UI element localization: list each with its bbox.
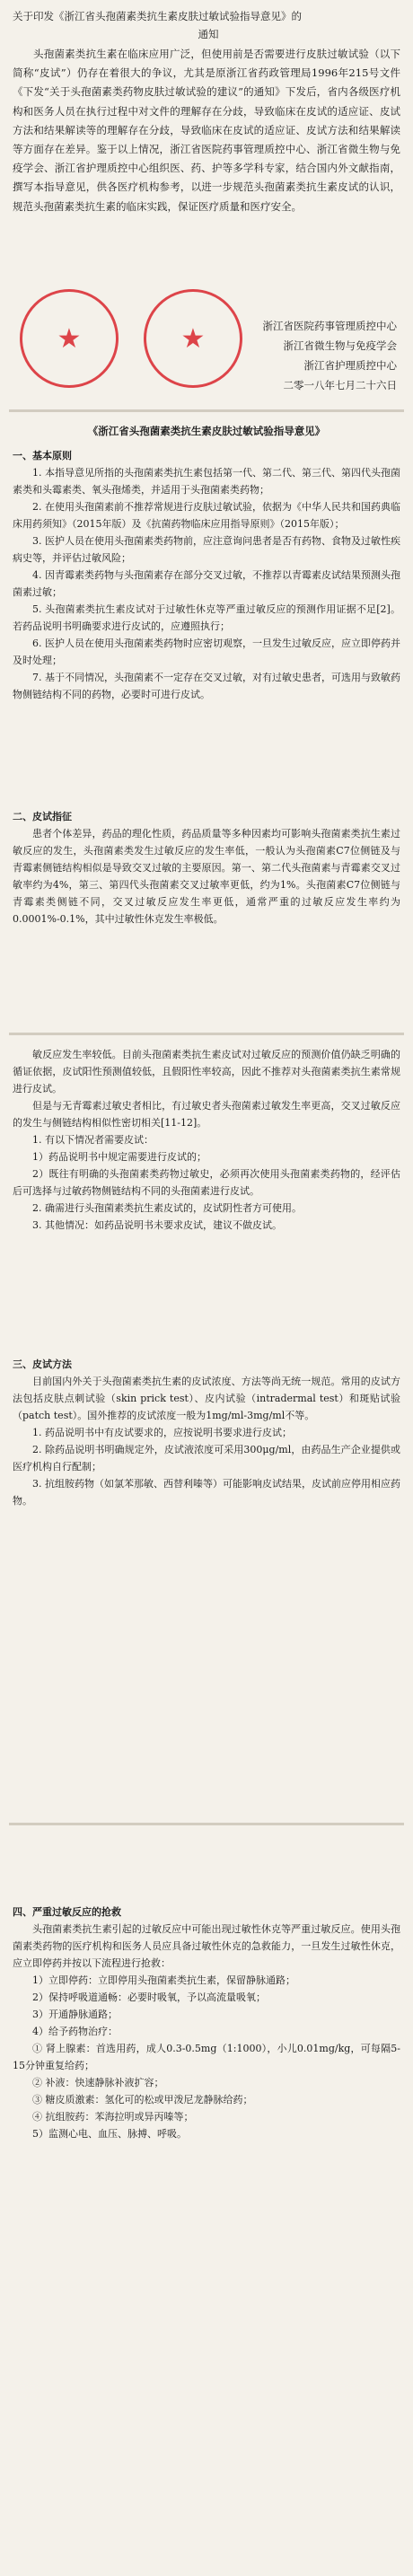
notice-body: 头孢菌素类抗生素在临床应用广泛，但使用前是否需要进行皮肤过敏试验（以下简称“皮试”）仍存在着很大的争议，尤其是原浙江省药政管理局1996年215号文件《下发“关于头孢菌素类药物皮肤过敏试验的建议”的通知》下发后，省内各级医疗机构和医务人员在执行过程中对文件的理解存在分歧，导致临床在皮试的适应证、皮试方法和结果解读等的理解存在分歧，导致临床在皮试的适应证、皮试方法和结果解读等方面存在差异。鉴于以上情况，浙江省医院药事管理质控中心、浙江省微生物与免疫学会、浙江省护理质控中心组织医、药、护等多学科专家，结合国内外文献指南，撰写本指导意见，供各医疗机构参考，以进一步规范头孢菌素类抗生素皮试的认识，规范头孢菌素类抗生素的临床实践，保证医疗质量和医疗安全。	[13, 48, 400, 213]
notice-title: 关于印发《浙江省头孢菌素类抗生素皮肤过敏试验指导意见》的 通知	[13, 10, 302, 40]
guide-title: 《浙江省头孢菌素类抗生素皮肤过敏试验指导意见》	[87, 425, 326, 437]
section-emergency: 四、严重过敏反应的抢救 头孢菌素类抗生素引起的过敏反应中可能出现过敏性休克等严重过敏反应。使用头孢菌素类药物的医疗机构和医务人员应具备过敏性休克的急救能力，一旦发生过敏性休克，应立即停药并按以下流程进行抢救： 1）立即停药：立即停用头孢菌素类抗生素，保留静脉通路； 2）保持呼吸道通畅：必要时吸氧，予以高流量吸氧； 3）开通静脉通路； 4）给予药物治疗： ① 肾上腺素：首选用药，成人0.3-0.5mg（1:1000），小儿0.01mg/kg，可每隔5-15分钟重复给药； ② 补液：快速静脉补液扩容； ③ 糖皮质激素：氢化可的松或甲泼尼龙静脉给药； ④ 抗组胺药：苯海拉明或异丙嗪等； 5）监测心电、血压、脉搏、呼吸。	[13, 1906, 400, 2140]
seal-stamp-2: ★	[144, 289, 242, 388]
seal-stamp-1: ★	[20, 289, 119, 388]
divider	[9, 409, 404, 412]
section-methods: 三、皮试方法 目前国内外关于头孢菌素类抗生素的皮试浓度、方法等尚无统一规范。常用的皮试方法包括皮肤点刺试验（skin prick test）、皮内试验（intradermal test）和斑贴试验（patch test）。国外推荐的皮试浓度一般为1mg/ml-3mg/ml不等。 1. 药品说明书中有皮试要求的，应按说明书要求进行皮试； 2. 除药品说明书明确规定外，皮试液浓度可采用300μg/ml，由药品生产企业提供或医疗机构自行配制； 3. 抗组胺药物（如氯苯那敏、西替利嗪等）可能影响皮试结果，皮试前应停用相应药物。	[13, 1358, 400, 1507]
section-indications-cont: 敏反应发生率较低。目前头孢菌素类抗生素皮试对过敏反应的预测价值仍缺乏明确的循证依据，皮试阳性预测值较低，且假阳性率较高，因此不推荐对头孢菌素类抗生素常规进行皮试。 但是与无青霉素过敏史者相比，有过敏史者头孢菌素过敏发生率更高，交叉过敏反应的发生与侧链结构相似性密切相关[11-12]。 1. 有以下情况者需要皮试： 1）药品说明书中规定需要进行皮试的； 2）既往有明确的头孢菌素类药物过敏史，必须再次使用头孢菌素类药物的，经评估后可选择与过敏药物侧链结构不同的头孢菌素进行皮试。 2. 确需进行头孢菌素类抗生素皮试的，皮试阴性者方可使用。 3. 其他情况：如药品说明书未要求皮试，建议不做皮试。	[13, 1049, 400, 1231]
section-basic-principles: 一、基本原则 1. 本指导意见所指的头孢菌素类抗生素包括第一代、第二代、第三代、第四代头孢菌素类和头霉素类、氧头孢烯类，并适用于头孢菌素类药物； 2. 在使用头孢菌素前不推荐常规进行皮肤过敏试验，依据为《中华人民共和国药典临床用药须知》（2015年版）及《抗菌药物临床应用指导原则》（2015年版）； 3. 医护人员在使用头孢菌素类药物前，应注意询问患者是否有药物、食物及过敏性疾病史等，并评估过敏风险； 4. 因青霉素类药物与头孢菌素存在部分交叉过敏，不推荐以青霉素皮试结果预测头孢菌素过敏； 5. 头孢菌素类抗生素皮试对于过敏性休克等严重过敏反应的预测作用证据不足[2]。若药品说明书明确要求进行皮试的，应遵照执行； 6. 医护人员在使用头孢菌素类药物时应密切观察，一旦发生过敏反应，应立即停药并及时处理； 7. 基于不同情况，头孢菌素不一定存在交叉过敏，对有过敏史患者，可选用与致敏药物侧链结构不同的药物，必要时可进行皮试。	[13, 450, 400, 700]
notice-signatories: 浙江省医院药事管理质控中心 浙江省微生物与免疫学会 浙江省护理质控中心 二零一八年七月二十六日	[262, 320, 397, 391]
divider	[9, 1033, 404, 1035]
divider	[9, 1823, 404, 1825]
section-indications: 二、皮试指征 患者个体差异，药品的理化性质，药品质量等多种因素均可影响头孢菌素类抗生素过敏反应的发生，头孢菌素类发生过敏反应的发生率低，一般认为头孢菌素C7位侧链及与青霉素侧链结构相似是导致交叉过敏的主要原因。第一、第二代头孢菌素与青霉素交叉过敏率约为4%，第三、第四代头孢菌素交叉过敏率更低，约为1%。头孢菌素C7位侧链与青霉素类侧链不同，交叉过敏反应发生率更低，通常严重的过敏反应发生率约为0.0001%-0.1%，其中过敏性休克发生率极低。	[13, 811, 400, 925]
